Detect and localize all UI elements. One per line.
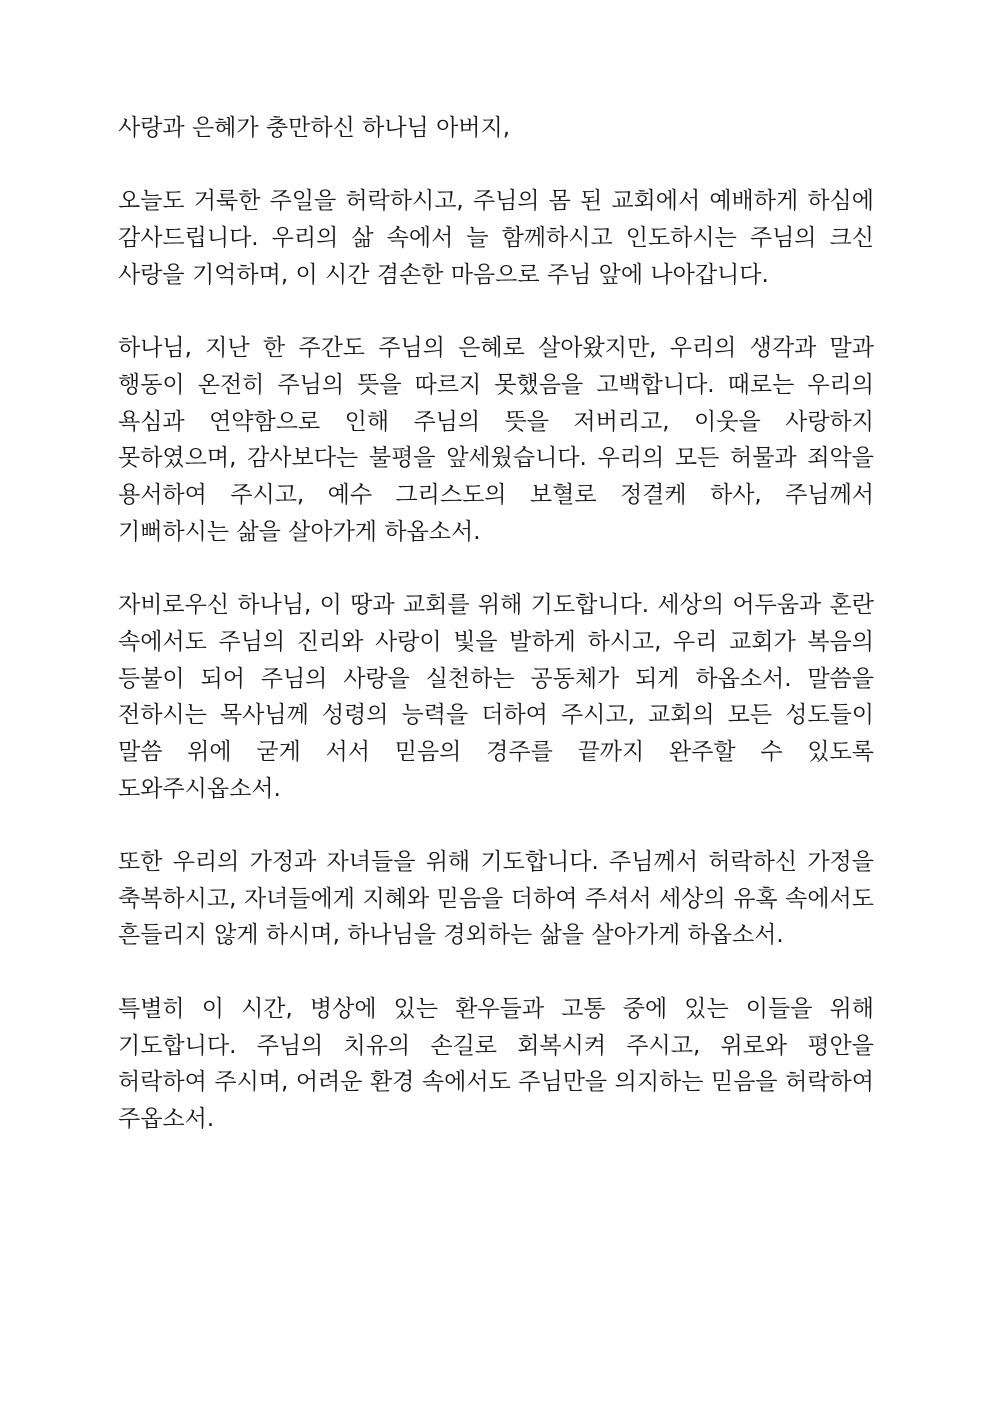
paragraph-healing: 특별히 이 시간, 병상에 있는 환우들과 고통 중에 있는 이들을 위해 기도합니다. 주님의 치유의 손길로 회복시켜 주시고, 위로와 평안을 허락하여 주시며, 어려운 환경 속에서도 주님만을 의지하는 믿음을 허락하여 주옵소서. <box>118 995 874 1132</box>
prayer-greeting: 사랑과 은혜가 충만하신 하나님 아버지, <box>118 115 511 141</box>
paragraph-church: 자비로우신 하나님, 이 땅과 교회를 위해 기도합니다. 세상의 어두움과 혼란 속에서도 주님의 진리와 사랑이 빛을 발하게 하시고, 우리 교회가 복음의 등불이 되어 주님의 사랑을 실천하는 공동체가 되게 하옵소서. 말씀을 전하시는 목사님께 성령의 능력을 더하여 주시고, 교회의 모든 성도들이 말씀 위에 굳게 서서 믿음의 경주를 끝까지 완주할 수 있도록 도와주시옵소서. <box>118 592 874 802</box>
paragraph-confession: 하나님, 지난 한 주간도 주님의 은혜로 살아왔지만, 우리의 생각과 말과 행동이 온전히 주님의 뜻을 따르지 못했음을 고백합니다. 때로는 우리의 욕심과 연약함으로 인해 주님의 뜻을 저버리고, 이웃을 사랑하지 못하였으며, 감사보다는 불평을 앞세웠습니다. 우리의 모든 허물과 죄악을 용서하여 주시고, 예수 그리스도의 보혈로 정결케 하사, 주님께서 기뻐하시는 삶을 살아가게 하옵소서. <box>118 335 874 545</box>
paragraph-family: 또한 우리의 가정과 자녀들을 위해 기도합니다. 주님께서 허락하신 가정을 축복하시고, 자녀들에게 지혜와 믿음을 더하여 주셔서 세상의 유혹 속에서도 흔들리지 않게 하시며, 하나님을 경외하는 삶을 살아가게 하옵소서. <box>118 849 874 949</box>
paragraph-thanksgiving: 오늘도 거룩한 주일을 허락하시고, 주님의 몸 된 교회에서 예배하게 하심에 감사드립니다. 우리의 삶 속에서 늘 함께하시고 인도하시는 주님의 크신 사랑을 기억하며, 이 시간 겸손한 마음으로 주님 앞에 나아갑니다. <box>118 188 874 288</box>
document-page <box>118 110 874 1174</box>
